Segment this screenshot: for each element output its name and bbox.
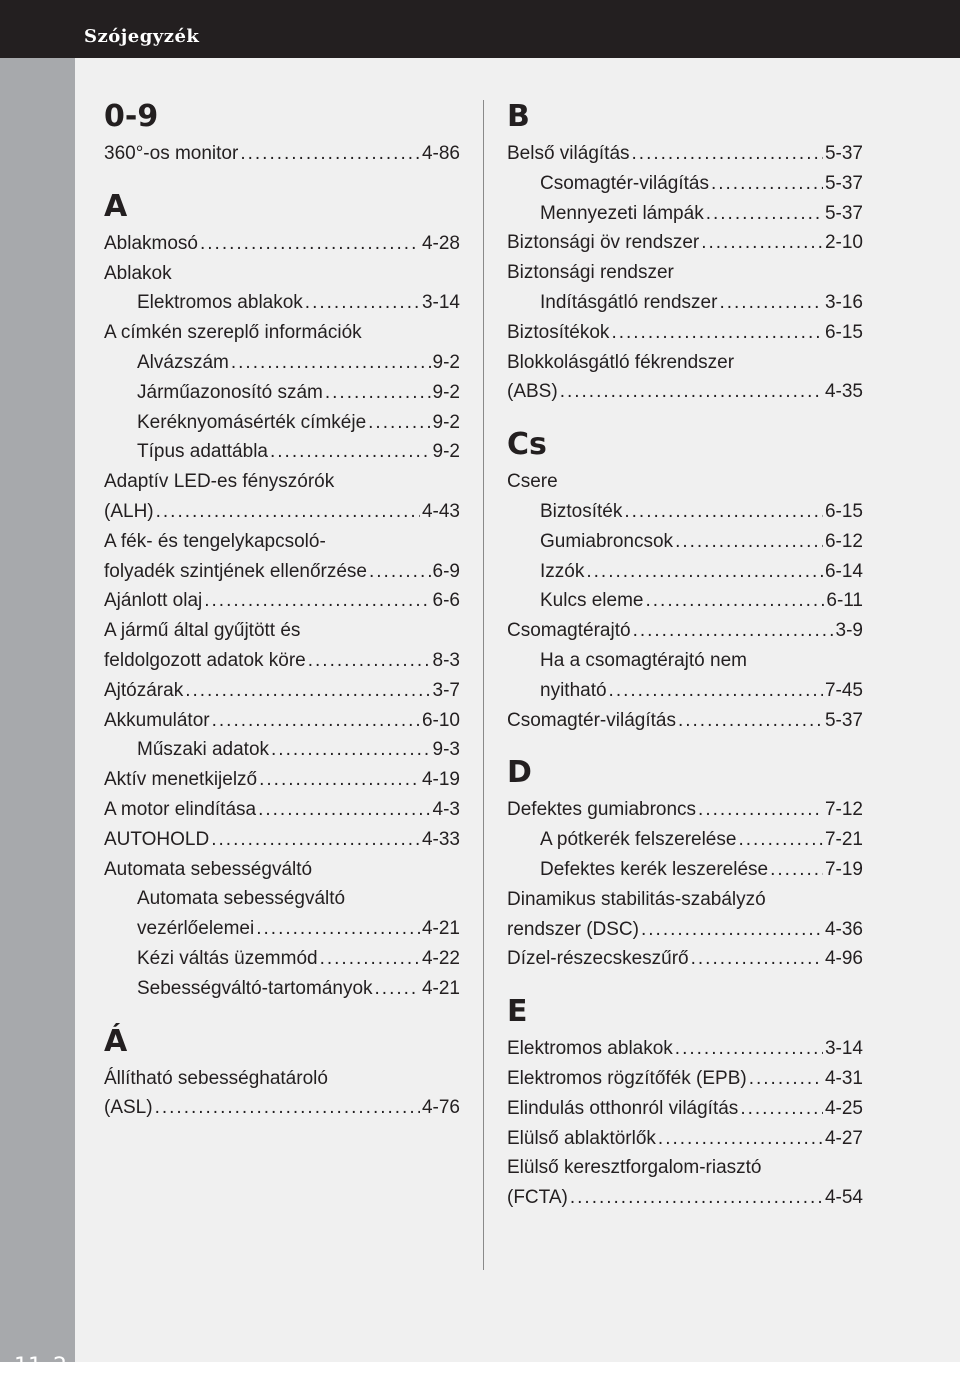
index-entry: Állítható sebességhatároló xyxy=(104,1067,328,1089)
index-entry xyxy=(507,586,863,616)
entry-page-ref: 8-3 xyxy=(432,649,460,671)
index-entry xyxy=(507,944,863,974)
dot-leader xyxy=(368,408,430,438)
entry-page-ref: 4-35 xyxy=(824,381,863,403)
entry-label: Gumiabroncsok xyxy=(540,530,674,552)
entry-page-ref: 4-43 xyxy=(421,500,460,522)
entry-label: (ALH) xyxy=(104,500,154,522)
dot-leader xyxy=(185,676,430,706)
dot-leader xyxy=(675,1034,823,1064)
index-section xyxy=(507,751,863,974)
entry-page-ref: 7-19 xyxy=(824,858,863,880)
dot-leader xyxy=(740,1094,823,1124)
entry-page-ref: 9-2 xyxy=(432,381,460,403)
entry-label: Kulcs eleme xyxy=(540,590,644,612)
entry-label: Kézi váltás üzemmód xyxy=(137,947,318,969)
entry-page-ref: 7-12 xyxy=(824,799,863,821)
index-entry: Biztonsági rendszer xyxy=(507,262,674,284)
index-entry xyxy=(104,288,460,318)
entry-label: Dízel-részecskeszűrő xyxy=(507,948,689,970)
dot-leader xyxy=(320,944,420,974)
entry-label: Aktív menetkijelző xyxy=(104,769,258,791)
entry-label: Belső világítás xyxy=(507,143,630,164)
entry-label: Elülső ablaktörlők xyxy=(507,1127,656,1149)
dot-leader xyxy=(698,795,823,825)
entry-page-ref: 4-3 xyxy=(432,798,460,820)
entry-label: Biztonsági öv rendszer xyxy=(507,232,700,254)
entry-page-ref: 6-15 xyxy=(824,500,863,522)
entry-page-ref: 6-10 xyxy=(421,709,460,731)
section-heading: Á xyxy=(104,1023,128,1059)
index-entry xyxy=(507,139,863,169)
dot-leader xyxy=(240,139,420,169)
entry-page-ref: 9-2 xyxy=(432,441,460,463)
dot-leader xyxy=(678,706,823,736)
dot-leader xyxy=(611,318,823,348)
index-entry xyxy=(507,497,863,527)
entry-label: Elindulás otthonról világítás xyxy=(507,1097,739,1119)
entry-page-ref: 4-19 xyxy=(421,769,460,791)
entry-label: vezérlőelemei xyxy=(137,918,255,940)
section-heading: B xyxy=(507,99,530,134)
index-entry: Automata sebességváltó xyxy=(104,858,313,880)
index-entry xyxy=(104,914,460,944)
index-entry xyxy=(104,557,460,587)
index-entry: A címkén szereplő információk xyxy=(104,322,362,344)
dot-leader xyxy=(632,139,823,169)
entry-page-ref: 5-37 xyxy=(824,172,863,194)
entry-page-ref: 7-45 xyxy=(824,679,863,701)
index-entry xyxy=(104,795,460,825)
entry-page-ref: 6-15 xyxy=(824,321,863,343)
entry-label: rendszer (DSC) xyxy=(507,918,639,940)
entry-label: Csomagtérajtó xyxy=(507,620,631,642)
entry-label: Alvázszám xyxy=(137,351,229,373)
index-entry xyxy=(104,765,460,795)
index-section xyxy=(507,423,863,735)
dot-leader xyxy=(706,199,823,229)
dot-leader xyxy=(633,616,834,646)
dot-leader xyxy=(325,378,431,408)
entry-label: Izzók xyxy=(540,560,585,582)
index-entry xyxy=(104,139,460,169)
header-title: Szójegyzék xyxy=(84,26,200,47)
dot-leader xyxy=(305,288,420,318)
dot-leader xyxy=(658,1124,823,1154)
page-number: 11–2 xyxy=(14,1354,67,1379)
dot-leader xyxy=(204,586,430,616)
index-entry: A fék- és tengelykapcsoló- xyxy=(104,530,326,552)
entry-label: (ASL) xyxy=(104,1097,153,1119)
index-entry: Elülső keresztforgalom-riasztó xyxy=(507,1157,762,1179)
entry-page-ref: 4-76 xyxy=(421,1097,460,1119)
dot-leader xyxy=(711,169,823,199)
entry-label: feldolgozott adatok köre xyxy=(104,649,306,671)
index-entry: Adaptív LED-es fényszórók xyxy=(104,471,335,493)
entry-label: Mennyezeti lámpák xyxy=(540,202,704,224)
dot-leader xyxy=(570,1183,823,1213)
index-entry xyxy=(104,229,460,259)
entry-page-ref: 5-37 xyxy=(824,202,863,224)
entry-label: Csomagtér-világítás xyxy=(507,709,676,731)
index-entry xyxy=(507,377,863,407)
index-entry: Dinamikus stabilitás-szabályzó xyxy=(507,888,766,910)
entry-page-ref: 9-2 xyxy=(432,411,460,433)
section-heading: A xyxy=(104,188,128,224)
index-entry xyxy=(104,676,460,706)
index-entry xyxy=(104,1093,460,1123)
dot-leader xyxy=(211,825,420,855)
section-heading: 0-9 xyxy=(104,99,159,134)
index-entry xyxy=(507,1094,863,1124)
entry-label: Ajtózárak xyxy=(104,679,184,701)
index-entry xyxy=(507,169,863,199)
entry-label: Keréknyomásérték címkéje xyxy=(137,411,367,433)
entry-page-ref: 4-25 xyxy=(824,1097,863,1119)
entry-page-ref: 6-12 xyxy=(824,530,863,552)
entry-page-ref: 4-21 xyxy=(421,977,460,999)
dot-leader xyxy=(586,557,823,587)
dot-leader xyxy=(641,915,823,945)
entry-page-ref: 4-33 xyxy=(421,828,460,850)
index-entry xyxy=(507,1064,863,1094)
entry-label: AUTOHOLD xyxy=(104,828,210,850)
dot-leader xyxy=(270,437,431,467)
index-column-right xyxy=(507,95,863,1225)
dot-leader xyxy=(624,497,823,527)
entry-label: (FCTA) xyxy=(507,1187,568,1209)
index-column-left xyxy=(104,95,460,1135)
dot-leader xyxy=(375,974,420,1004)
entry-page-ref: 9-2 xyxy=(432,351,460,373)
index-entry: Ha a csomagtérajtó nem xyxy=(540,649,747,671)
entry-page-ref: 6-6 xyxy=(432,590,460,612)
entry-page-ref: 3-7 xyxy=(432,679,460,701)
dot-leader xyxy=(738,825,823,855)
entry-label: Csomagtér-világítás xyxy=(540,172,709,194)
entry-page-ref: 2-10 xyxy=(824,232,863,254)
dot-leader xyxy=(271,735,431,765)
dot-leader xyxy=(609,676,823,706)
index-entry xyxy=(104,646,460,676)
entry-page-ref: 6-11 xyxy=(826,590,863,612)
dot-leader xyxy=(200,229,420,259)
dot-leader xyxy=(701,228,823,258)
entry-page-ref: 3-9 xyxy=(835,620,863,642)
index-section xyxy=(507,95,863,407)
index-entry xyxy=(507,199,863,229)
entry-label: Biztosítékok xyxy=(507,321,610,343)
index-section xyxy=(507,990,863,1213)
entry-label: Elektromos ablakok xyxy=(137,292,303,314)
entry-label: nyitható xyxy=(540,679,607,701)
index-entry xyxy=(507,825,863,855)
entry-page-ref: 4-31 xyxy=(824,1067,863,1089)
index-entry xyxy=(104,348,460,378)
entry-page-ref: 4-28 xyxy=(421,232,460,254)
entry-label: Elektromos rögzítőfék (EPB) xyxy=(507,1067,747,1089)
index-entry: Blokkolásgátló fékrendszer xyxy=(507,351,735,373)
entry-page-ref: 3-16 xyxy=(824,291,863,313)
index-entry xyxy=(507,915,863,945)
index-entry xyxy=(507,557,863,587)
index-entry xyxy=(507,1034,863,1064)
entry-label: Járműazonosító szám xyxy=(137,381,323,403)
dot-leader xyxy=(308,646,431,676)
index-entry xyxy=(104,497,460,527)
entry-page-ref: 6-14 xyxy=(824,560,863,582)
entry-page-ref: 5-37 xyxy=(824,709,863,731)
dot-leader xyxy=(675,527,823,557)
entry-label: Sebességváltó-tartományok xyxy=(137,977,373,999)
dot-leader xyxy=(646,586,825,616)
entry-page-ref: 4-36 xyxy=(824,918,863,940)
entry-label: A motor elindítása xyxy=(104,798,257,820)
entry-label: Ajánlott olaj xyxy=(104,590,203,612)
dot-leader xyxy=(155,1093,420,1123)
dot-leader xyxy=(369,557,431,587)
dot-leader xyxy=(256,914,420,944)
index-entry xyxy=(104,825,460,855)
entry-label: Defektes kerék leszerelése xyxy=(540,858,769,880)
dot-leader xyxy=(258,795,430,825)
entry-page-ref: 6-9 xyxy=(432,560,460,582)
entry-page-ref: 4-27 xyxy=(824,1127,863,1149)
index-entry: Ablakok xyxy=(104,262,172,284)
dot-leader xyxy=(719,288,823,318)
entry-label: Biztosíték xyxy=(540,500,623,522)
entry-page-ref: 7-21 xyxy=(824,829,863,851)
entry-label: Műszaki adatok xyxy=(137,739,270,761)
entry-page-ref: 4-54 xyxy=(824,1187,863,1209)
index-entry xyxy=(104,378,460,408)
entry-page-ref: 9-3 xyxy=(432,739,460,761)
index-entry xyxy=(104,408,460,438)
entry-label: Defektes gumiabroncs xyxy=(507,799,697,821)
entry-label: Elektromos ablakok xyxy=(507,1038,673,1060)
entry-page-ref: 3-14 xyxy=(421,292,460,314)
index-entry xyxy=(507,318,863,348)
index-entry xyxy=(104,944,460,974)
index-section xyxy=(104,185,460,1004)
index-entry xyxy=(104,706,460,736)
section-heading: E xyxy=(507,994,528,1030)
entry-page-ref: 3-14 xyxy=(824,1038,863,1060)
entry-label: 360°-os monitor xyxy=(104,143,239,164)
entry-label: Ablakmosó xyxy=(104,232,198,254)
index-entry xyxy=(507,527,863,557)
dot-leader xyxy=(212,706,420,736)
index-entry xyxy=(507,795,863,825)
index-entry xyxy=(507,616,863,646)
section-heading: D xyxy=(507,755,532,791)
entry-label: (ABS) xyxy=(507,381,558,403)
index-entry xyxy=(507,676,863,706)
index-entry xyxy=(507,706,863,736)
dot-leader xyxy=(560,377,823,407)
dot-leader xyxy=(259,765,420,795)
section-heading: Cs xyxy=(507,427,547,463)
entry-page-ref: 5-37 xyxy=(824,143,863,164)
entry-label: Akkumulátor xyxy=(104,709,210,731)
entry-label: A pótkerék felszerelése xyxy=(540,829,737,851)
index-section xyxy=(104,95,460,169)
dot-leader xyxy=(770,855,823,885)
index-entry xyxy=(507,1183,863,1213)
index-section xyxy=(104,1020,460,1124)
entry-label: Indításgátló rendszer xyxy=(540,291,718,313)
index-entry xyxy=(507,288,863,318)
index-entry xyxy=(104,437,460,467)
entry-page-ref: 4-96 xyxy=(824,948,863,970)
index-entry xyxy=(507,228,863,258)
index-entry xyxy=(104,735,460,765)
dot-leader xyxy=(691,944,823,974)
index-entry: Csere xyxy=(507,471,558,493)
index-entry: A jármű által gyűjtött és xyxy=(104,620,301,642)
entry-label: Típus adattábla xyxy=(137,441,268,463)
entry-label: folyadék szintjének ellenőrzése xyxy=(104,560,367,582)
entry-page-ref: 4-21 xyxy=(421,918,460,940)
index-entry xyxy=(104,974,460,1004)
index-entry xyxy=(507,1124,863,1154)
index-entry: Automata sebességváltó xyxy=(137,888,346,910)
column-divider xyxy=(483,100,484,1270)
dot-leader xyxy=(749,1064,823,1094)
entry-page-ref: 4-86 xyxy=(421,143,460,164)
page-header xyxy=(0,0,960,58)
dot-leader xyxy=(231,348,431,378)
entry-page-ref: 4-22 xyxy=(421,947,460,969)
dot-leader xyxy=(156,497,420,527)
chapter-sidebar xyxy=(0,58,75,1379)
index-entry xyxy=(104,586,460,616)
index-entry xyxy=(507,855,863,885)
